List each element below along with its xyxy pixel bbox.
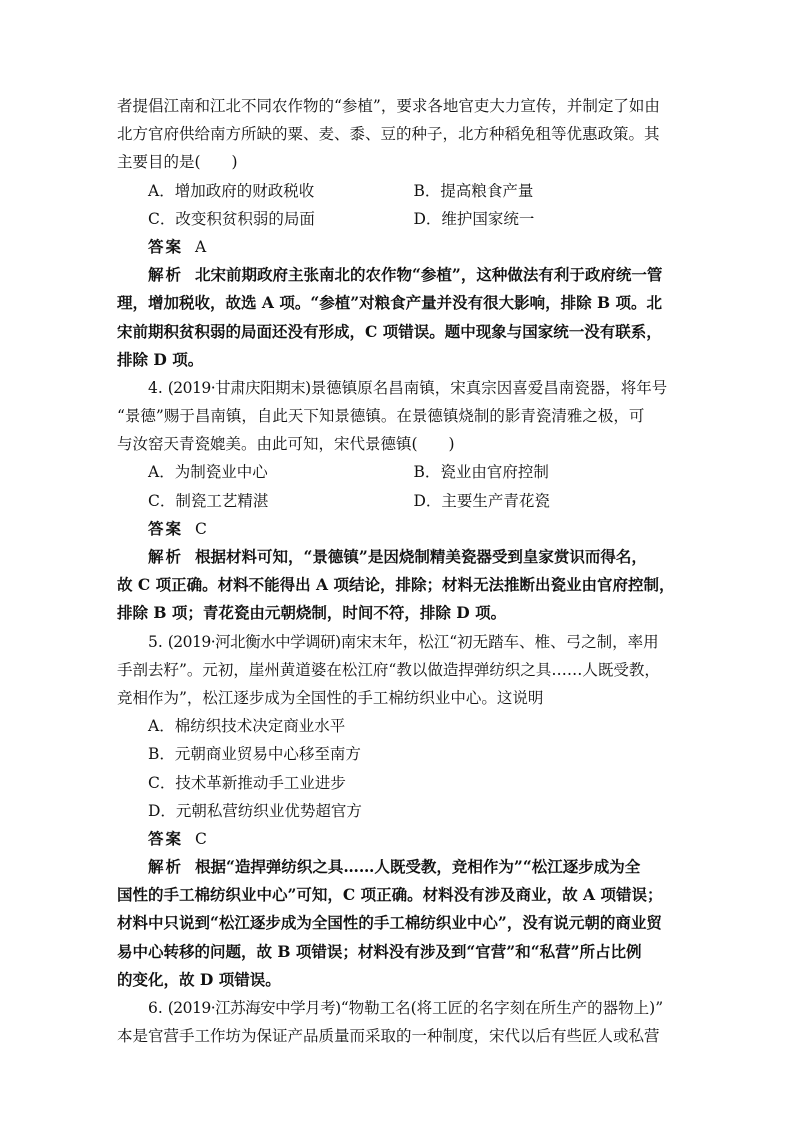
- question-stem-text: 南宋末年，松江“初无踏车、椎、弓之制，率用: [340, 632, 659, 651]
- question-6-stem-line-1: [117, 994, 679, 1022]
- question-4-options-row-1: [117, 458, 679, 486]
- answer-value: A: [195, 237, 207, 256]
- analysis-label: 解析: [148, 266, 184, 285]
- question-4-option-a: A．为制瓷业中心: [148, 463, 268, 482]
- question-5-analysis-line-1: [117, 853, 679, 881]
- document-page: [117, 92, 679, 1050]
- question-3-options-row-1: [117, 177, 679, 205]
- answer-label: 答案: [148, 829, 184, 848]
- answer-value: C: [195, 519, 207, 538]
- answer-value: C: [195, 829, 207, 848]
- question-5-analysis-line-4: 易中心转移的问题，故 B 项错误；材料没有涉及到“官营”和“私营”所占比例: [117, 941, 642, 961]
- question-3-stem-line-1: 者提倡江南和江北不同农作物的“参植”，要求各地官吏大力宣传，并制定了如由: [117, 97, 660, 115]
- question-4-options-row-2: [117, 487, 679, 515]
- question-5-analysis-line-5: 的变化，故 D 项错误。: [117, 969, 281, 989]
- question-source: (2019·河北衡水中学调研): [167, 632, 341, 651]
- question-3-answer: [117, 233, 679, 261]
- analysis-text: 根据材料可知，“景德镇”是因烧制精美瓷器受到皇家赏识而得名，: [195, 547, 647, 566]
- question-4-stem-line-3: 与汝窑天青瓷媲美。由此可知，宋代景德镇( ): [117, 435, 455, 454]
- question-5-option-d: D．元朝私营纺织业优势超官方: [148, 801, 362, 820]
- question-3-analysis-line-1: [117, 261, 679, 289]
- analysis-text: 根据“造捍弹纺织之具……人既受教，竞相作为”“松江逐步成为全: [195, 857, 641, 877]
- question-4-analysis-line-2: 故 C 项正确。材料不能得出 A 项结论，排除；材料无法推断出瓷业由官府控制，: [117, 575, 675, 595]
- question-5-option-c: C．技术革新推动手工业进步: [148, 773, 346, 792]
- question-number: 5.: [148, 632, 163, 651]
- question-3-options-row-2: [117, 205, 679, 233]
- analysis-text: 北宋前期政府主张南北的农作物“参植”，这种做法有利于政府统一管: [195, 265, 663, 285]
- question-4-analysis-line-3: 排除 B 项；青花瓷由元朝烧制，时间不符，排除 D 项。: [117, 603, 507, 623]
- question-source: (2019·甘肃庆阳期末): [167, 378, 311, 397]
- question-3-option-d: D．维护国家统一: [413, 209, 535, 228]
- question-stem-text: 景德镇原名昌南镇，宋真宗因喜爱昌南瓷器，将年号: [310, 378, 668, 397]
- question-3-stem-line-2: 北方官府供给南方所缺的粟、麦、黍、豆的种子，北方种稻免租等优惠政策。其: [117, 125, 660, 144]
- question-4-answer: [117, 515, 679, 543]
- question-4-option-d: D．主要生产青花瓷: [413, 491, 550, 510]
- question-5-analysis-line-3: 材料中只说到“松江逐步成为全国性的手工棉纺织业中心”，没有说元朝的商业贸: [117, 913, 662, 933]
- question-5-stem-line-2: 手剖去籽”。元初，崖州黄道婆在松江府“教以做造捍弹纺织之具……人既受教，: [117, 660, 660, 679]
- question-3-option-b: B．提高粮食产量: [413, 181, 534, 200]
- question-4-analysis-line-1: [117, 543, 679, 571]
- question-number: 6.: [148, 999, 163, 1017]
- question-3-analysis-line-4: 排除 D 项。: [117, 349, 204, 369]
- question-4-option-c: C．制瓷工艺精湛: [148, 491, 269, 510]
- question-3-stem-line-3: 主要目的是( ): [117, 153, 238, 172]
- question-4-stem-line-1: [117, 374, 679, 402]
- question-5-option-b: B．元朝商业贸易中心移至南方: [148, 745, 361, 764]
- answer-label: 答案: [148, 519, 184, 538]
- question-3-option-c: C．改变积贫积弱的局面: [148, 209, 315, 228]
- question-5-analysis-line-2: 国性的手工棉纺织业中心”可知，C 项正确。材料没有涉及商业，故 A 项错误；: [117, 885, 663, 905]
- question-6-stem-line-2: 本是官营手工作坊为保证产品质量而采取的一种制度，宋代以后有些匠人或私营: [117, 1027, 660, 1046]
- question-4-option-b: B．瓷业由官府控制: [413, 463, 549, 482]
- question-number: 4.: [148, 378, 163, 397]
- question-source: (2019·江苏海安中学月考): [167, 999, 341, 1017]
- question-3-option-a: A．增加政府的财政税收: [148, 181, 315, 200]
- question-5-stem-line-1: [117, 628, 679, 656]
- question-stem-text: “物勒工名(将工匠的名字刻在所生产的器物上)”: [340, 999, 664, 1017]
- question-3-analysis-line-2: 理，增加税收，故选 A 项。“参植”对粮食产量并没有很大影响，排除 B 项。北: [117, 293, 663, 313]
- question-5-answer: [117, 825, 679, 853]
- analysis-label: 解析: [148, 858, 184, 877]
- question-5-stem-line-3: 竞相作为”，松江逐步成为全国性的手工棉纺织业中心。这说明: [117, 688, 544, 707]
- question-3-analysis-line-3: 宋前期积贫积弱的局面还没有形成，C 项错误。题中现象与国家统一没有联系，: [117, 321, 662, 341]
- answer-label: 答案: [148, 237, 184, 256]
- question-4-stem-line-2: “景德”赐于昌南镇，自此天下知景德镇。在景德镇烧制的影青瓷清雅之极，可: [117, 407, 645, 426]
- analysis-label: 解析: [148, 548, 184, 566]
- question-5-option-a: A．棉纺织技术决定商业水平: [148, 717, 346, 736]
